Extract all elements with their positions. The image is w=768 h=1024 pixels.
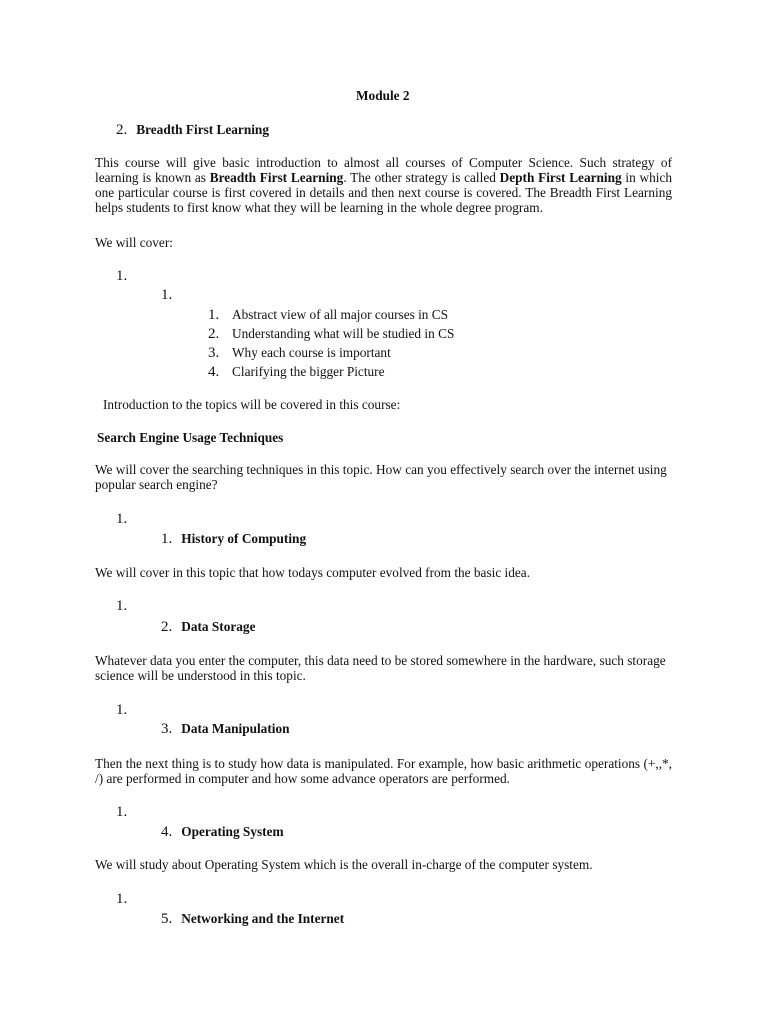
topic-heading: 5. Networking and the Internet xyxy=(161,911,345,927)
topic-text: Then the next thing is to study how data is manipulated. For example, how basic arithmetic operations (+,,*, /) are performed in computer and how some advance operators are performed. xyxy=(95,756,672,786)
outer-list-number: 1. xyxy=(116,511,128,527)
topic-text: We will cover in this topic that how todays computer evolved from the basic idea. xyxy=(95,565,531,580)
inner-list-number: 1. xyxy=(161,287,173,303)
topic-heading: 4. Operating System xyxy=(161,824,284,840)
depth-first-term: Depth First Learning xyxy=(499,170,622,185)
outer-list-number: 1. xyxy=(116,598,128,614)
topic-heading: 3. Data Manipulation xyxy=(161,721,290,737)
outer-list-number: 1. xyxy=(116,702,128,718)
outer-list-number: 1. xyxy=(116,268,128,284)
list-item: 2. Understanding what will be studied in CS xyxy=(208,326,455,342)
we-will-cover-label: We will cover: xyxy=(95,235,173,250)
page-title: Module 2 xyxy=(356,88,410,103)
section-number: 2. xyxy=(116,122,128,138)
topic-text: We will study about Operating System which is the overall in-charge of the computer system. xyxy=(95,857,593,872)
search-engine-text: We will cover the searching techniques in this topic. How can you effectively search over the internet using popular search engine? xyxy=(95,462,667,492)
topic-text: Whatever data you enter the computer, this data need to be stored somewhere in the hardware, such storage science will be understood in this topic. xyxy=(95,653,666,683)
outer-list-number: 1. xyxy=(116,891,128,907)
breadth-first-term: Breadth First Learning xyxy=(209,170,344,185)
intro-paragraph: This course will give basic introduction to almost all courses of Computer Science. Such strategy of learning is known as Breadth First Learning. The other strategy is called Depth First Learning in which one particular course is first covered in details and then next course is covered. The Breadth First Learning helps students to first know what they will be learning in the whole degree program. xyxy=(95,155,673,215)
section-heading xyxy=(116,122,269,138)
list-item: 3. Why each course is important xyxy=(208,345,391,361)
list-item: 1. Abstract view of all major courses in CS xyxy=(208,307,449,323)
outer-list-number: 1. xyxy=(116,804,128,820)
search-engine-heading: Search Engine Usage Techniques xyxy=(97,430,284,445)
topics-intro: Introduction to the topics will be covered in this course: xyxy=(103,397,401,412)
topic-heading: 1. History of Computing xyxy=(161,531,307,547)
topic-heading: 2. Data Storage xyxy=(161,619,256,635)
section-title: Breadth First Learning xyxy=(136,122,269,137)
list-item: 4. Clarifying the bigger Picture xyxy=(208,364,385,380)
